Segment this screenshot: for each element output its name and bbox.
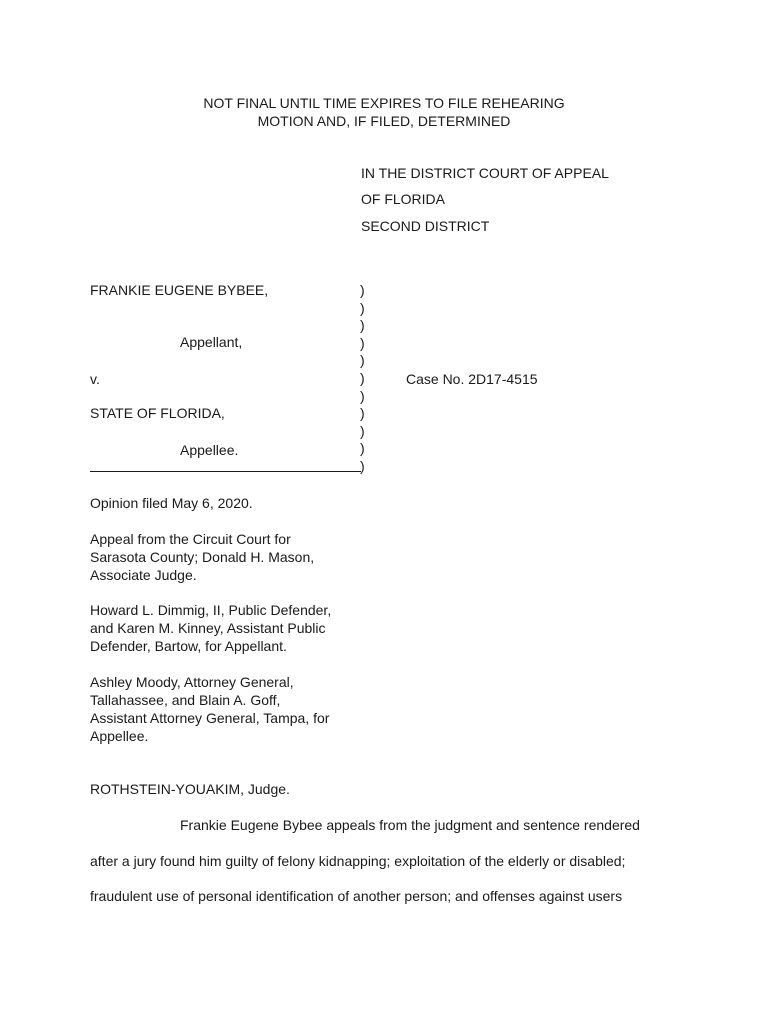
opinion-body-line: after a jury found him guilty of felony kidnapping; exploitation of the elderly or disabled;	[90, 853, 626, 869]
appellant-counsel-line: Defender, Bartow, for Appellant.	[90, 638, 287, 654]
bracket-mark: )	[360, 440, 365, 457]
appellee-counsel-line: Assistant Attorney General, Tampa, for	[90, 710, 330, 726]
rehearing-notice-line-2: MOTION AND, IF FILED, DETERMINED	[257, 113, 511, 129]
appellant-counsel-line: and Karen M. Kinney, Assistant Public	[90, 620, 326, 636]
court-district: SECOND DISTRICT	[361, 218, 490, 234]
court-name-line-2: OF FLORIDA	[361, 191, 446, 207]
appeal-origin-line: Appeal from the Circuit Court for	[90, 531, 291, 547]
bracket-mark: )	[360, 299, 365, 316]
bracket-mark: )	[360, 387, 365, 404]
appeal-origin	[90, 530, 314, 584]
rehearing-notice	[0, 94, 768, 130]
bracket-mark: )	[360, 457, 365, 474]
appellee-counsel-line: Ashley Moody, Attorney General,	[90, 674, 294, 690]
rehearing-notice-line-1: NOT FINAL UNTIL TIME EXPIRES TO FILE REHEARING	[203, 95, 565, 111]
appeal-origin-line: Sarasota County; Donald H. Mason,	[90, 549, 315, 565]
opinion-filed-date: Opinion filed May 6, 2020.	[90, 495, 253, 511]
bracket-mark: )	[360, 422, 365, 439]
bracket-mark: )	[360, 334, 365, 351]
appellee-role: Appellee.	[180, 442, 239, 458]
appeal-origin-line: Associate Judge.	[90, 567, 197, 583]
bracket-mark: )	[360, 352, 365, 369]
authoring-judge: ROTHSTEIN-YOUAKIM, Judge.	[90, 781, 290, 797]
caption-underline	[90, 471, 361, 472]
opinion-body-line: fraudulent use of personal identification of another person; and offenses against users	[90, 888, 623, 904]
versus: v.	[90, 371, 100, 387]
caption-bracket	[360, 282, 365, 476]
case-number: Case No. 2D17-4515	[406, 371, 538, 387]
appellant-name: FRANKIE EUGENE BYBEE,	[90, 282, 269, 298]
appellee-counsel-line: Tallahassee, and Blain A. Goff,	[90, 692, 281, 708]
bracket-mark: )	[360, 369, 365, 386]
bracket-mark: )	[360, 317, 365, 334]
bracket-mark: )	[360, 282, 365, 298]
appellant-role: Appellant,	[180, 334, 243, 350]
appellant-counsel-line: Howard L. Dimmig, II, Public Defender,	[90, 602, 332, 618]
appellee-counsel-line: Appellee.	[90, 728, 149, 744]
opinion-body-line: Frankie Eugene Bybee appeals from the judgment and sentence rendered	[180, 817, 640, 833]
court-name-line-1: IN THE DISTRICT COURT OF APPEAL	[361, 165, 609, 181]
appellee-counsel	[90, 673, 329, 745]
appellee-name: STATE OF FLORIDA,	[90, 405, 225, 421]
bracket-mark: )	[360, 405, 365, 422]
appellant-counsel	[90, 601, 331, 655]
